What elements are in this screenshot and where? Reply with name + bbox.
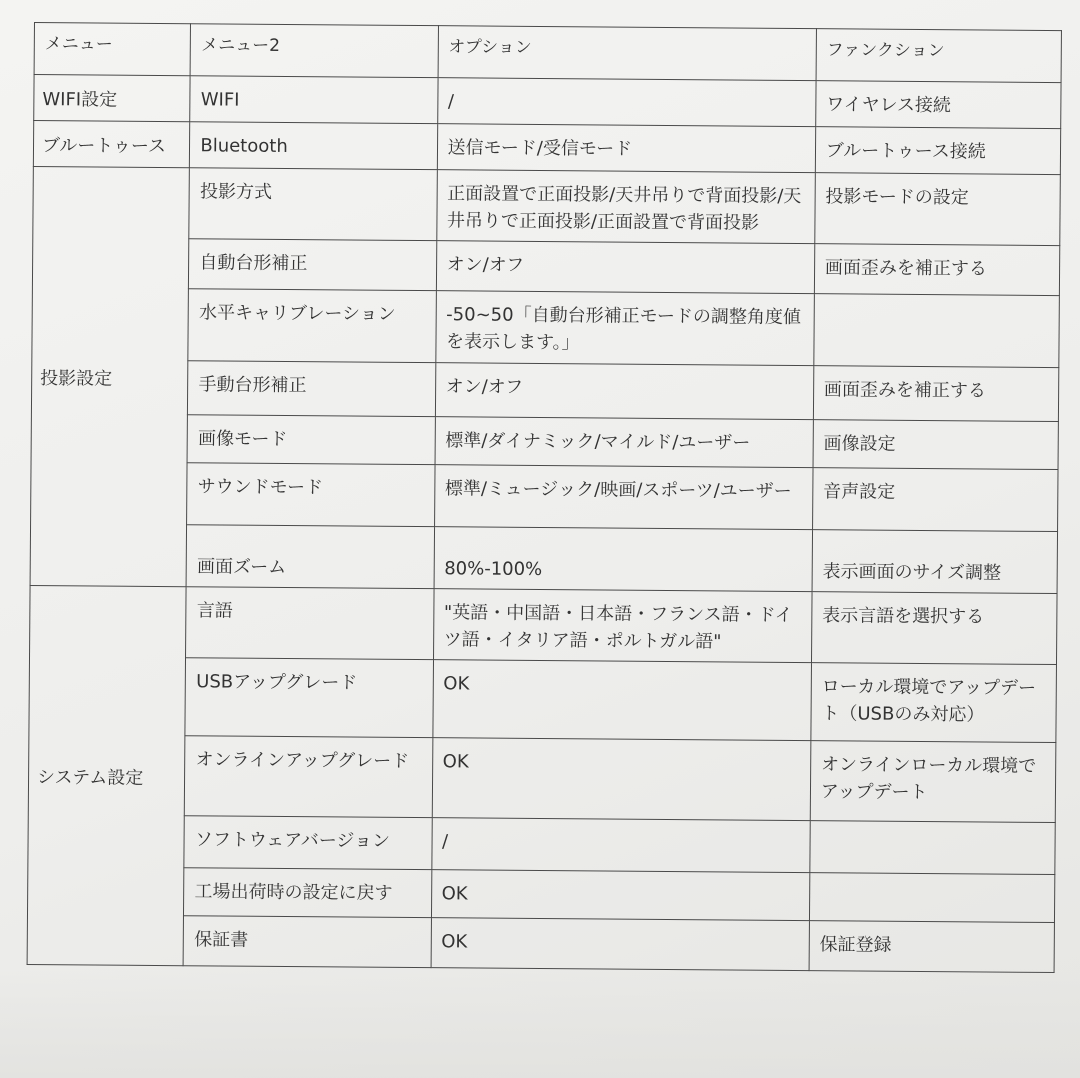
menu2-cell: 手動台形補正: [188, 361, 436, 417]
menu2-cell: 投影方式: [189, 168, 437, 241]
page-shadow: [0, 968, 1080, 1078]
option-cell: /: [437, 78, 816, 127]
header-function: ファンクション: [816, 29, 1062, 83]
menu2-cell: 工場出荷時の設定に戻す: [184, 868, 432, 918]
menu2-cell: 画面ズーム: [186, 525, 434, 589]
function-cell: 投影モードの設定: [815, 173, 1061, 246]
table-row: [33, 166, 1061, 245]
menu2-cell: サウンドモード: [187, 463, 435, 527]
function-cell: ローカル環境でアップデート（USBのみ対応）: [811, 663, 1057, 743]
table-row: [30, 585, 1058, 664]
option-cell: OK: [431, 870, 810, 921]
menu2-cell: Bluetooth: [190, 122, 438, 170]
function-cell: [809, 873, 1055, 923]
menu2-cell: WIFI: [190, 76, 438, 124]
function-cell: [810, 821, 1056, 875]
function-cell: 保証登録: [809, 921, 1055, 973]
category-bluetooth: ブルートゥース: [33, 121, 190, 168]
option-cell: OK: [432, 738, 811, 821]
table-header-row: [34, 23, 1061, 83]
menu2-cell: 水平キャリブレーション: [188, 289, 436, 363]
category-projection: 投影設定: [30, 166, 190, 586]
function-cell: 画面歪みを補正する: [813, 366, 1059, 422]
menu2-cell: 言語: [186, 587, 434, 660]
option-cell: 送信モード/受信モード: [437, 124, 816, 173]
menu2-cell: 保証書: [183, 916, 431, 968]
option-cell: OK: [431, 918, 810, 971]
function-cell: [814, 294, 1060, 368]
header-menu: メニュー: [34, 23, 191, 76]
option-cell: /: [431, 818, 810, 873]
settings-menu-table: [27, 22, 1062, 973]
table-row: [34, 75, 1061, 129]
function-cell: 表示言語を選択する: [811, 592, 1057, 665]
option-cell: オン/オフ: [435, 363, 814, 420]
option-cell: 80%-100%: [434, 527, 813, 592]
function-cell: 画像設定: [813, 420, 1059, 470]
function-cell: 音声設定: [812, 468, 1058, 532]
category-wifi: WIFI設定: [34, 75, 191, 122]
option-cell: オン/オフ: [436, 241, 815, 294]
function-cell: ワイヤレス接続: [816, 81, 1062, 129]
menu2-cell: オンラインアップグレード: [185, 736, 433, 818]
option-cell: 標準/ミュージック/映画/スポーツ/ユーザー: [434, 465, 813, 530]
option-cell: "英語・中国語・日本語・フランス語・ドイツ語・イタリア語・ポルトガル語": [433, 589, 812, 663]
header-option: オプション: [438, 26, 817, 81]
option-cell: 正面設置で正面投影/天井吊りで背面投影/天井吊りで正面投影/正面設置で背面投影: [436, 170, 815, 244]
option-cell: 標準/ダイナミック/マイルド/ユーザー: [435, 417, 814, 468]
function-cell: オンラインローカル環境でアップデート: [810, 741, 1056, 823]
function-cell: 表示画面のサイズ調整: [812, 530, 1058, 594]
menu2-cell: USBアップグレード: [185, 658, 433, 738]
header-menu2: メニュー2: [190, 24, 438, 78]
function-cell: 画面歪みを補正する: [814, 244, 1060, 296]
menu2-cell: ソフトウェアバージョン: [184, 816, 432, 870]
function-cell: ブルートゥース接続: [815, 127, 1061, 175]
table-row: [33, 121, 1060, 175]
menu2-cell: 画像モード: [187, 415, 435, 465]
category-system: システム設定: [27, 585, 186, 965]
option-cell: OK: [432, 660, 811, 741]
menu2-cell: 自動台形補正: [189, 239, 437, 291]
option-cell: -50~50「自動台形補正モードの調整角度値を表示します。」: [435, 291, 814, 366]
